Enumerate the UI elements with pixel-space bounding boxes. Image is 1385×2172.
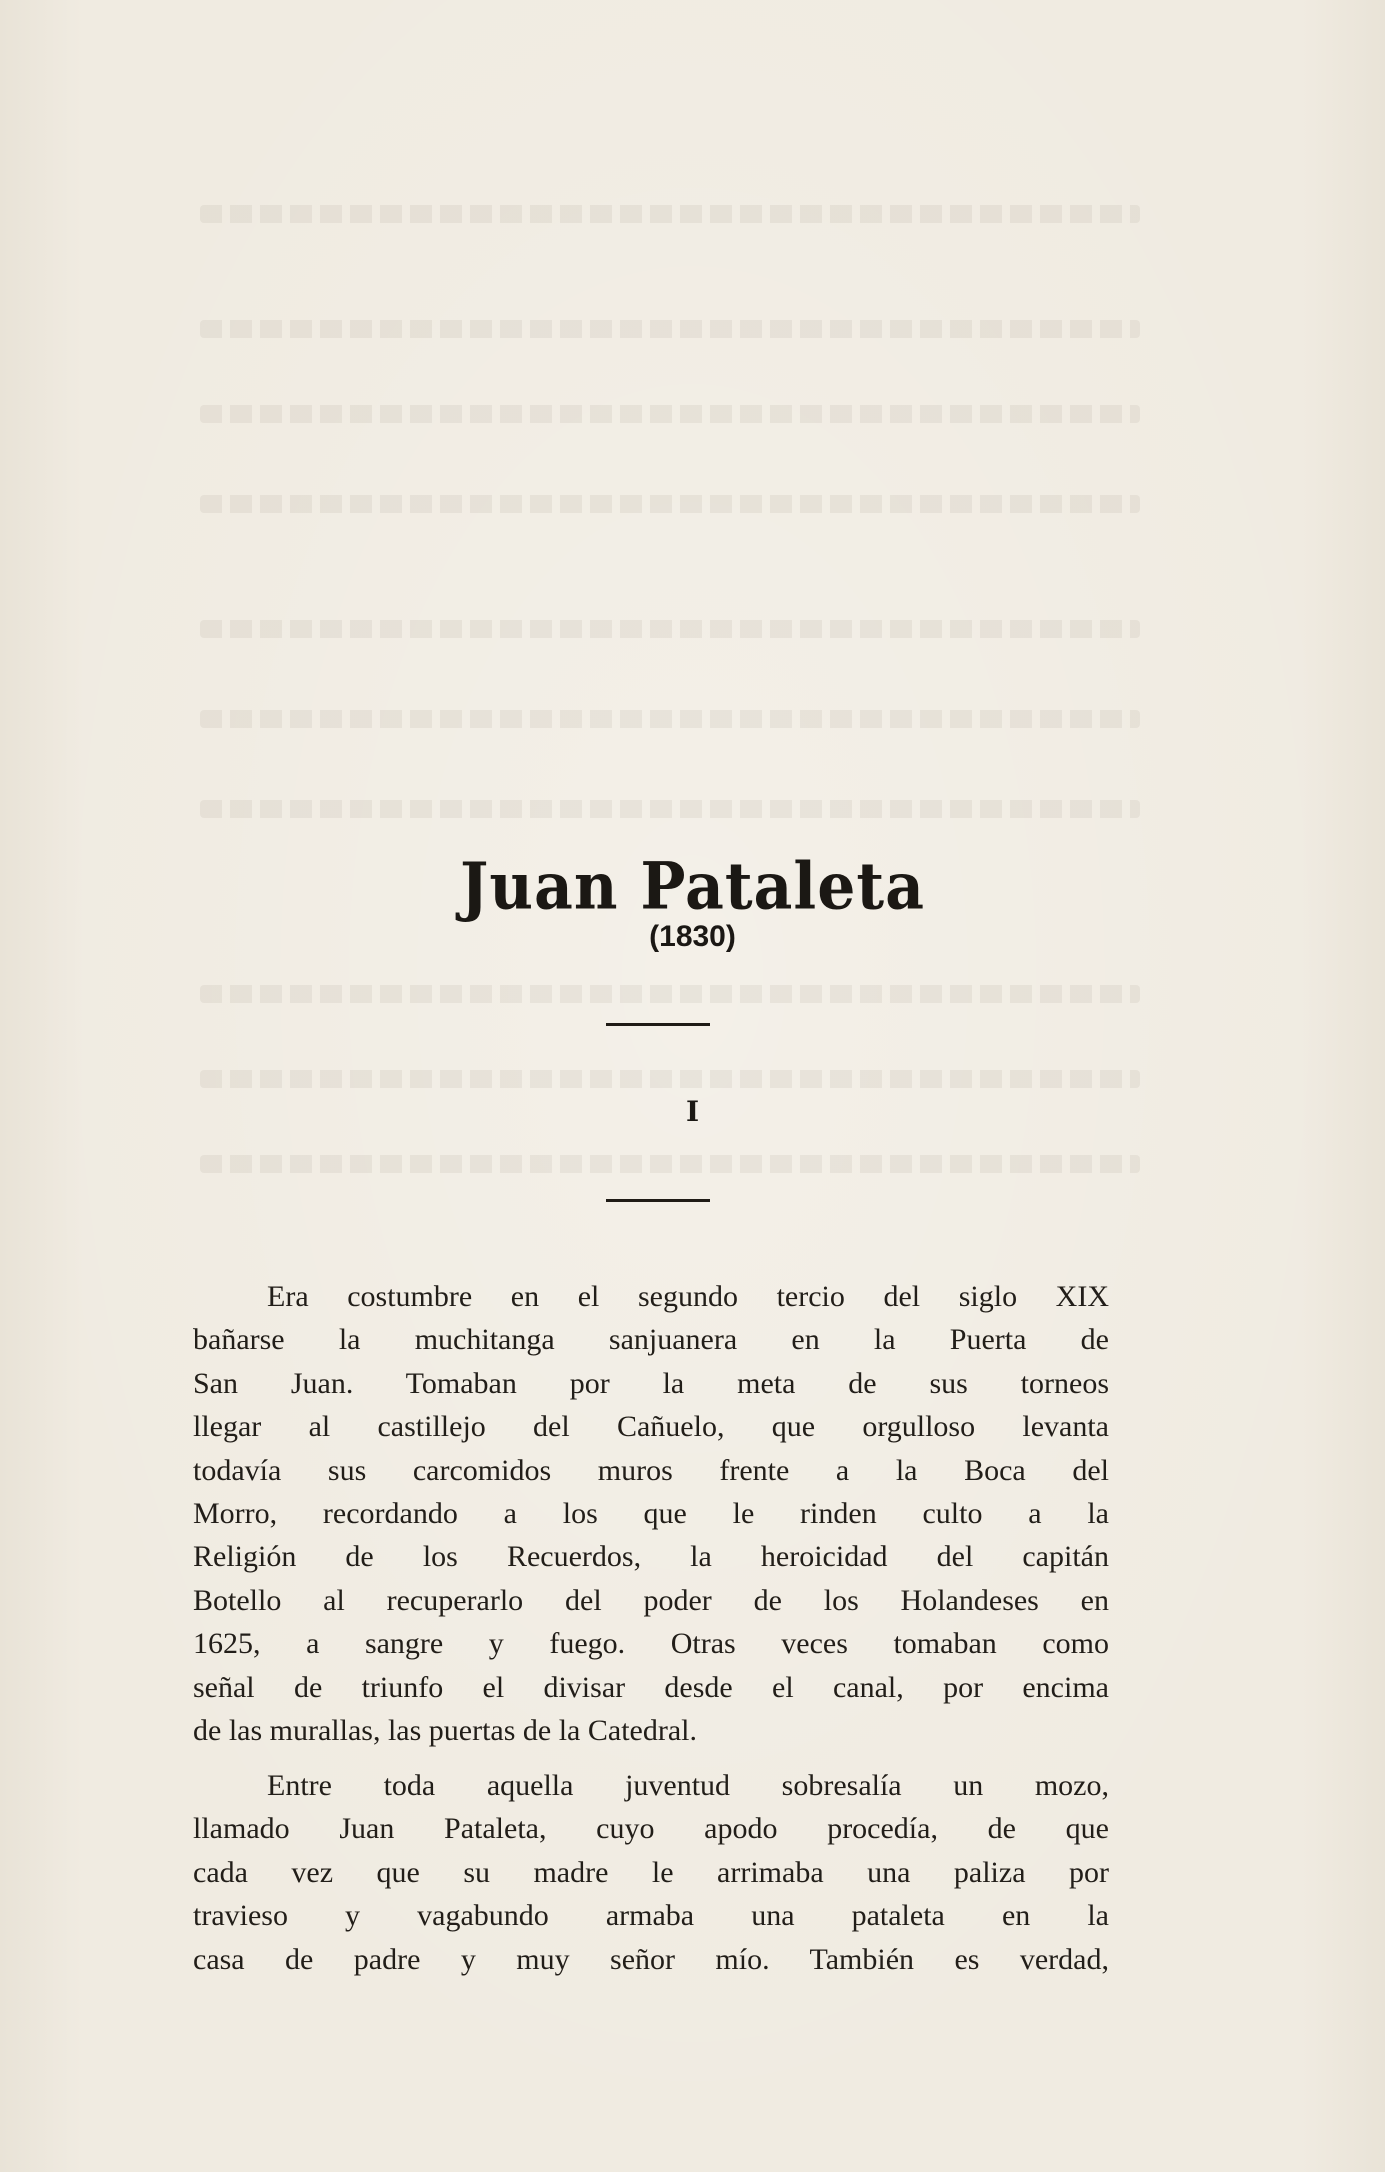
ornamental-rule-top — [606, 1023, 710, 1026]
show-through-line — [200, 405, 1140, 423]
show-through-line — [200, 800, 1140, 818]
text-line: señal de triunfo el divisar desde el canal, por encima — [193, 1670, 1109, 1704]
text-line: 1625, a sangre y fuego. Otras veces tomaban como — [193, 1627, 1109, 1661]
text-line: llamado Juan Pataleta, cuyo apodo procedía, de que — [193, 1812, 1109, 1846]
ornamental-rule-bottom — [606, 1199, 710, 1202]
text-line: casa de padre y muy señor mío. También es verdad, — [193, 1942, 1109, 1976]
show-through-line — [200, 620, 1140, 638]
text-line: bañarse la muchitanga sanjuanera en la Puerta de — [193, 1323, 1109, 1357]
text-line: todavía sus carcomidos muros frente a la Boca del — [193, 1453, 1109, 1487]
chapter-title: Juan Pataleta — [460, 849, 925, 925]
text-line: Botello al recuperarlo del poder de los Holandeses en — [193, 1583, 1109, 1617]
show-through-line — [200, 320, 1140, 338]
text-line: Era costumbre en el segundo tercio del siglo XIX — [267, 1280, 1109, 1313]
show-through-line — [200, 495, 1140, 513]
section-number: I — [685, 1095, 700, 1128]
show-through-line — [200, 1070, 1140, 1088]
text-line: travieso y vagabundo armaba una pataleta en la — [193, 1899, 1109, 1933]
text-line: Morro, recordando a los que le rinden culto a la — [193, 1496, 1109, 1530]
show-through-line — [200, 205, 1140, 223]
text-line: de las murallas, las puertas de la Catedral. — [193, 1713, 697, 1747]
show-through-line — [200, 985, 1140, 1003]
text-line: San Juan. Tomaban por la meta de sus torneos — [193, 1366, 1109, 1400]
text-line: Entre toda aquella juventud sobresalía un mozo, — [267, 1769, 1109, 1802]
show-through-line — [200, 1155, 1140, 1173]
text-line: llegar al castillejo del Cañuelo, que orgulloso levanta — [193, 1410, 1109, 1444]
text-line: Religión de los Recuerdos, la heroicidad del capitán — [193, 1540, 1109, 1574]
show-through-line — [200, 710, 1140, 728]
chapter-year: (1830) — [649, 920, 736, 953]
paragraph-1 — [193, 1275, 1109, 1752]
text-line: cada vez que su madre le arrimaba una paliza por — [193, 1855, 1109, 1889]
paragraph-2 — [193, 1764, 1109, 1981]
